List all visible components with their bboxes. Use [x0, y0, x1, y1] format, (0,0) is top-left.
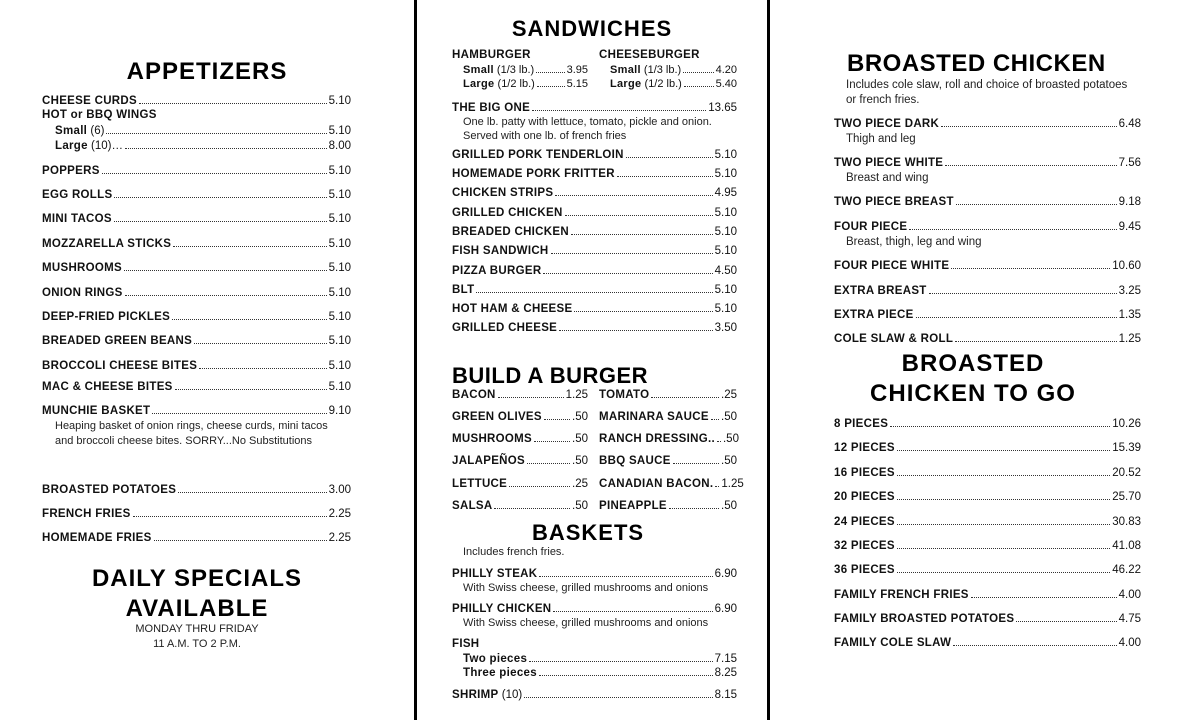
menu-item: MUSHROOMS .50: [452, 433, 588, 445]
menu-item: CHICKEN STRIPS 4.95: [452, 187, 737, 199]
menu-item: COLE SLAW & ROLL 1.25: [834, 333, 1141, 345]
menu-item: Large (1/2 lb.) 5.40: [610, 78, 737, 90]
item-description: and broccoli cheese bites. SORRY...No Substitutions: [55, 435, 313, 447]
menu-item: GRILLED CHICKEN 5.10: [452, 207, 737, 219]
menu-item: THE BIG ONE 13.65: [452, 102, 737, 114]
appetizers-column: [0, 0, 414, 720]
menu-item: 12 PIECES 15.39: [834, 442, 1141, 454]
item-description: Thigh and leg: [846, 133, 916, 145]
menu-item: MUNCHIE BASKET 9.10: [42, 405, 351, 417]
item-description: With Swiss cheese, grilled mushrooms and onions: [463, 617, 709, 629]
item-description: Heaping basket of onion rings, cheese curds, mini tacos: [55, 420, 328, 432]
menu-item: PIZZA BURGER 4.50: [452, 265, 737, 277]
menu-item: BROCCOLI CHEESE BITES 5.10: [42, 360, 351, 372]
menu-item: PHILLY STEAK 6.90: [452, 568, 737, 580]
menu-item: 20 PIECES 25.70: [834, 491, 1141, 503]
menu-item: BREADED CHICKEN 5.10: [452, 226, 737, 238]
menu-item: MAC & CHEESE BITES 5.10: [42, 381, 351, 393]
menu-item: BACON 1.25: [452, 389, 588, 401]
specials-days: MONDAY THRU FRIDAY: [135, 623, 259, 635]
menu-item: Two pieces 7.15: [463, 653, 737, 665]
broasted-column: [770, 0, 1186, 720]
build-burger-title: BUILD A BURGER: [452, 363, 649, 388]
menu-item: TWO PIECE BREAST 9.18: [834, 196, 1141, 208]
baskets-title: BASKETS: [531, 520, 645, 545]
menu-item: FOUR PIECE WHITE 10.60: [834, 260, 1141, 272]
menu-item: PINEAPPLE .50: [599, 500, 737, 512]
item-description: With Swiss cheese, grilled mushrooms and onions: [463, 582, 709, 594]
menu-item: 36 PIECES 46.22: [834, 564, 1141, 576]
menu-item: Large (1/2 lb.) 5.15: [463, 78, 588, 90]
menu-item: FOUR PIECE 9.45: [834, 221, 1141, 233]
menu-item: Small (1/3 lb.) 4.20: [610, 64, 737, 76]
sandwiches-title: SANDWICHES: [511, 16, 673, 41]
menu-item: SHRIMP (10) 8.15: [452, 689, 737, 701]
broasted-note: or french fries.: [846, 94, 920, 106]
baskets-note: Includes french fries.: [463, 546, 565, 558]
wings-title: HOT or BBQ WINGS: [42, 109, 157, 121]
menu-item: EXTRA PIECE 1.35: [834, 309, 1141, 321]
item-description: Breast and wing: [846, 172, 929, 184]
to-go-title: BROASTED: [901, 350, 1045, 377]
menu-item: TWO PIECE DARK 6.48: [834, 118, 1141, 130]
menu-item: GRILLED PORK TENDERLOIN 5.10: [452, 149, 737, 161]
menu-item: TOMATO .25: [599, 389, 737, 401]
menu-item: Small (6) 5.10: [55, 125, 351, 137]
menu-item: JALAPEÑOS .50: [452, 455, 588, 467]
menu-item: MUSHROOMS 5.10: [42, 262, 351, 274]
sandwiches-column: [414, 0, 770, 720]
menu-item: Large (10)… 8.00: [55, 140, 351, 152]
menu-item: MINI TACOS 5.10: [42, 213, 351, 225]
menu-item: 32 PIECES 41.08: [834, 540, 1141, 552]
menu-item: FAMILY COLE SLAW 4.00: [834, 637, 1141, 649]
menu-item: BREADED GREEN BEANS 5.10: [42, 335, 351, 347]
menu-item: MOZZARELLA STICKS 5.10: [42, 238, 351, 250]
menu-item: 24 PIECES 30.83: [834, 516, 1141, 528]
menu-item: FISH SANDWICH 5.10: [452, 245, 737, 257]
specials-hours: 11 A.M. TO 2 P.M.: [153, 638, 241, 650]
menu-item: Small (1/3 lb.) 3.95: [463, 64, 588, 76]
broasted-note: Includes cole slaw, roll and choice of broasted potatoes: [846, 79, 1128, 91]
menu-item: TWO PIECE WHITE 7.56: [834, 157, 1141, 169]
menu-item: LETTUCE .25: [452, 478, 588, 490]
menu-item: BROASTED POTATOES 3.00: [42, 484, 351, 496]
menu-item: DEEP-FRIED PICKLES 5.10: [42, 311, 351, 323]
menu-item: GREEN OLIVES .50: [452, 411, 588, 423]
menu-item: HOMEMADE PORK FRITTER 5.10: [452, 168, 737, 180]
menu-item: ONION RINGS 5.10: [42, 287, 351, 299]
specials-title: AVAILABLE: [125, 595, 269, 622]
item-description: Served with one lb. of french fries: [463, 130, 627, 142]
menu-item: FAMILY FRENCH FRIES 4.00: [834, 589, 1141, 601]
item-description: Breast, thigh, leg and wing: [846, 236, 982, 248]
menu-item: FAMILY BROASTED POTATOES 4.75: [834, 613, 1141, 625]
menu-item: PHILLY CHICKEN 6.90: [452, 603, 737, 615]
menu-item: HOMEMADE FRIES 2.25: [42, 532, 351, 544]
specials-title: DAILY SPECIALS: [91, 565, 303, 592]
appetizers-title: APPETIZERS: [126, 58, 288, 85]
menu-item: EGG ROLLS 5.10: [42, 189, 351, 201]
menu-item: BBQ SAUCE .50: [599, 455, 737, 467]
menu-item: CHEESE CURDS 5.10: [42, 95, 351, 107]
menu-item: HOT HAM & CHEESE 5.10: [452, 303, 737, 315]
menu-item: 16 PIECES 20.52: [834, 467, 1141, 479]
menu-item: POPPERS 5.10: [42, 165, 351, 177]
cheeseburger-title: CHEESEBURGER: [599, 49, 700, 61]
menu-item: EXTRA BREAST 3.25: [834, 285, 1141, 297]
hamburger-title: HAMBURGER: [452, 49, 531, 61]
menu-item: FRENCH FRIES 2.25: [42, 508, 351, 520]
to-go-title: CHICKEN TO GO: [870, 380, 1076, 407]
menu-item: Three pieces 8.25: [463, 667, 737, 679]
menu-item: SALSA .50: [452, 500, 588, 512]
menu-item: CANADIAN BACON. 1.25: [599, 478, 744, 490]
item-description: One lb. patty with lettuce, tomato, pickle and onion.: [463, 116, 712, 128]
menu-item: GRILLED CHEESE 3.50: [452, 322, 737, 334]
menu-item: 8 PIECES 10.26: [834, 418, 1141, 430]
menu-item: BLT 5.10: [452, 284, 737, 296]
fish-title: FISH: [452, 638, 480, 650]
menu-item: RANCH DRESSING.. .50: [599, 433, 739, 445]
broasted-title: BROASTED CHICKEN: [847, 50, 1106, 77]
menu-item: MARINARA SAUCE .50: [599, 411, 737, 423]
